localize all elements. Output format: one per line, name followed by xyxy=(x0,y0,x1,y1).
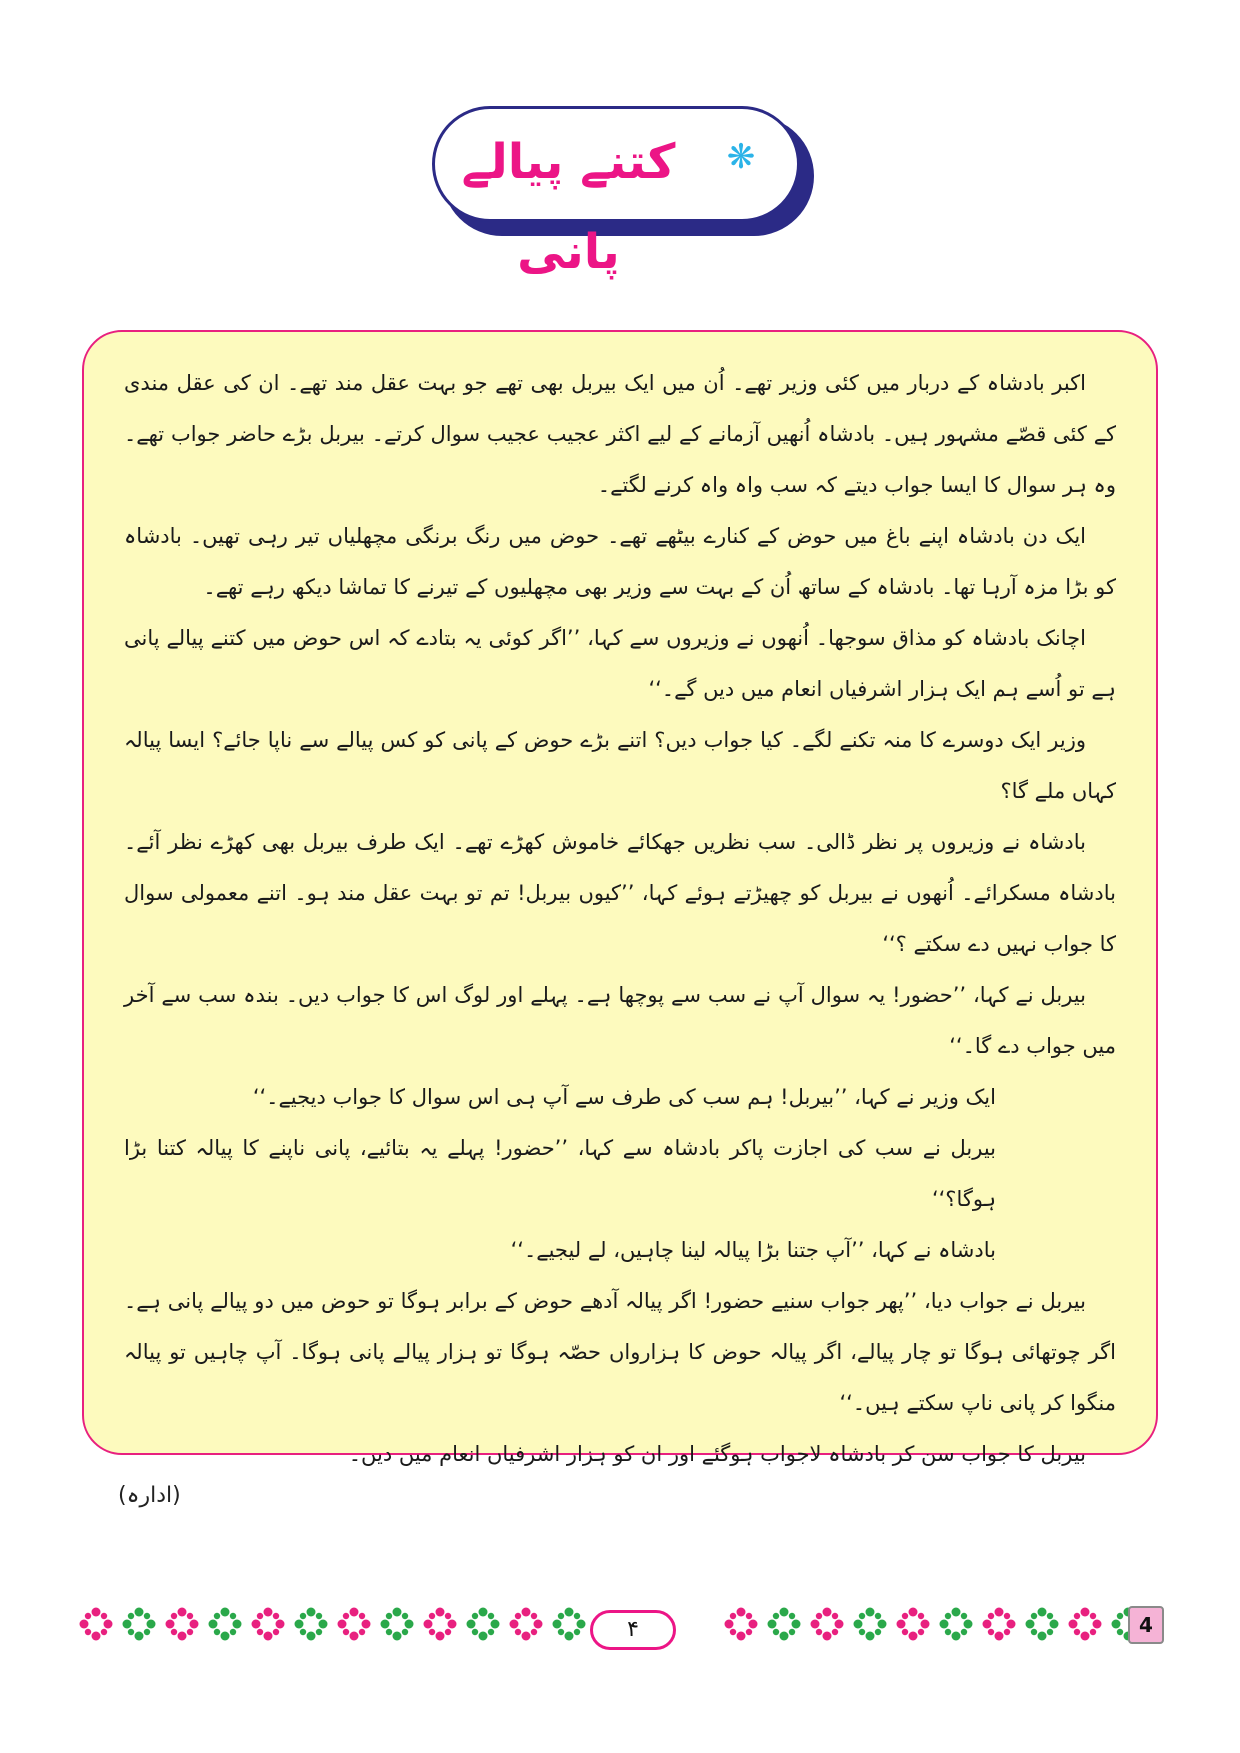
page-number-box: 4 xyxy=(1128,1606,1164,1644)
flower-ornament-icon xyxy=(1024,1606,1060,1642)
story-paragraph: بادشاہ نے وزیروں پر نظر ڈالی۔ سب نظریں جھکائے خاموش کھڑے تھے۔ ایک طرف بیربل بھی کھڑے نظر آئے۔ بادشاہ مسکرائے۔ اُنھوں نے بیربل کو چھیڑتے ہوئے کہا، ’’کیوں بیربل! تم تو بہت عقل مند ہو۔ اتنے معمولی سوال کا جواب نہیں دے سکتے ؟‘‘ xyxy=(124,830,1116,956)
story-paragraph: وزیر ایک دوسرے کا منہ تکنے لگے۔ کیا جواب دیں؟ اتنے بڑے حوض کے پانی کو کس پیالے سے ناپا جائے؟ ایسا پیالہ کہاں ملے گا؟ xyxy=(124,728,1116,803)
asterisk-flower-icon: ❋ xyxy=(726,137,756,177)
story-paragraph: بیربل کا جواب سن کر بادشاہ لاجواب ہوگئے اور ان کو ہزار اشرفیاں انعام میں دیں۔ xyxy=(348,1442,1086,1466)
flower-ornament-icon xyxy=(121,1606,157,1642)
credit: (ادارہ) xyxy=(118,1483,181,1508)
flower-ornament-icon xyxy=(465,1606,501,1642)
flower-ornament-icon xyxy=(981,1606,1017,1642)
story-dialogue-line: بادشاہ نے کہا، ’’آپ جتنا بڑا پیالہ لینا چاہیں، لے لیجیے۔‘‘ xyxy=(510,1238,996,1262)
flower-ornament-icon xyxy=(938,1606,974,1642)
flower-ornament-icon xyxy=(1067,1606,1103,1642)
story-paragraph: اکبر بادشاہ کے دربار میں کئی وزیر تھے۔ اُن میں ایک بیربل بھی تھے جو بہت عقل مند تھے۔ ان کی عقل مندی کے کئی قصّے مشہور ہیں۔ بادشاہ اُنھیں آزمانے کے لیے اکثر عجیب عجیب سوال کرتے۔ بیربل بڑے حاضر جواب تھے۔ وہ ہر سوال کا ایسا جواب دیتے کہ سب واہ واہ کرنے لگتے۔ xyxy=(124,371,1116,497)
title-pill xyxy=(432,106,800,280)
flower-ornament-icon xyxy=(250,1606,286,1642)
flower-ornament-icon xyxy=(723,1606,759,1642)
flower-ornament-icon xyxy=(422,1606,458,1642)
flower-ornament-icon xyxy=(336,1606,372,1642)
story-dialogue-line: ایک وزیر نے کہا، ’’بیربل! ہم سب کی طرف سے آپ ہی اس سوال کا جواب دیجیے۔‘‘ xyxy=(252,1085,996,1109)
page-number-urdu: ۴ xyxy=(590,1610,676,1650)
flower-ornament-icon xyxy=(809,1606,845,1642)
story-dialogue-line: بیربل نے سب کی اجازت پاکر بادشاہ سے کہا، ’’حضور! پہلے یہ بتائیے، پانی ناپنے کا پیالہ کتنا بڑا ہوگا؟‘‘ xyxy=(124,1136,996,1211)
flower-ornament-icon xyxy=(293,1606,329,1642)
story-paragraph: بیربل نے کہا، ’’حضور! یہ سوال آپ نے سب سے پوچھا ہے۔ پہلے اور لوگ اس کا جواب دیں۔ بندہ سب سے آخر میں جواب دے گا۔‘‘ xyxy=(124,983,1116,1058)
flower-ornament-icon xyxy=(379,1606,415,1642)
flower-ornament-icon xyxy=(78,1606,114,1642)
flower-ornament-icon xyxy=(508,1606,544,1642)
flower-ornament-icon xyxy=(207,1606,243,1642)
flower-ornament-icon xyxy=(766,1606,802,1642)
page-title: کتنے پیالے پانی xyxy=(461,134,676,280)
story-box xyxy=(82,330,1158,1466)
flower-ornament-icon xyxy=(551,1606,587,1642)
flower-ornament-icon xyxy=(164,1606,200,1642)
story-paragraph: ایک دن بادشاہ اپنے باغ میں حوض کے کنارے بیٹھے تھے۔ حوض میں رنگ برنگی مچھلیاں تیر رہی تھیں۔ بادشاہ کو بڑا مزہ آرہا تھا۔ بادشاہ کے ساتھ اُن کے بہت سے وزیر بھی مچھلیوں کے تیرنے کا تماشا دیکھ رہے تھے۔ xyxy=(124,524,1116,599)
flower-ornament-icon xyxy=(895,1606,931,1642)
flower-ornament-icon xyxy=(852,1606,888,1642)
story-paragraph: اچانک بادشاہ کو مذاق سوجھا۔ اُنھوں نے وزیروں سے کہا، ’’اگر کوئی یہ بتادے کہ اس حوض میں کتنے پیالے پانی ہے تو اُسے ہم ایک ہزار اشرفیاں انعام میں دیں گے۔‘‘ xyxy=(124,626,1116,701)
story-paragraph: بیربل نے جواب دیا، ’’پھر جواب سنیے حضور! اگر پیالہ آدھے حوض کے برابر ہوگا تو حوض میں دو پیالے پانی ہے۔ اگر چوتھائی ہوگا تو چار پیالے، اگر پیالہ حوض کا ہزارواں حصّہ ہوگا تو ہزار پیالے پانی ہوگا۔ آپ چاہیں تو پیالہ منگوا کر پانی ناپ سکتے ہیں۔‘‘ xyxy=(124,1289,1116,1415)
